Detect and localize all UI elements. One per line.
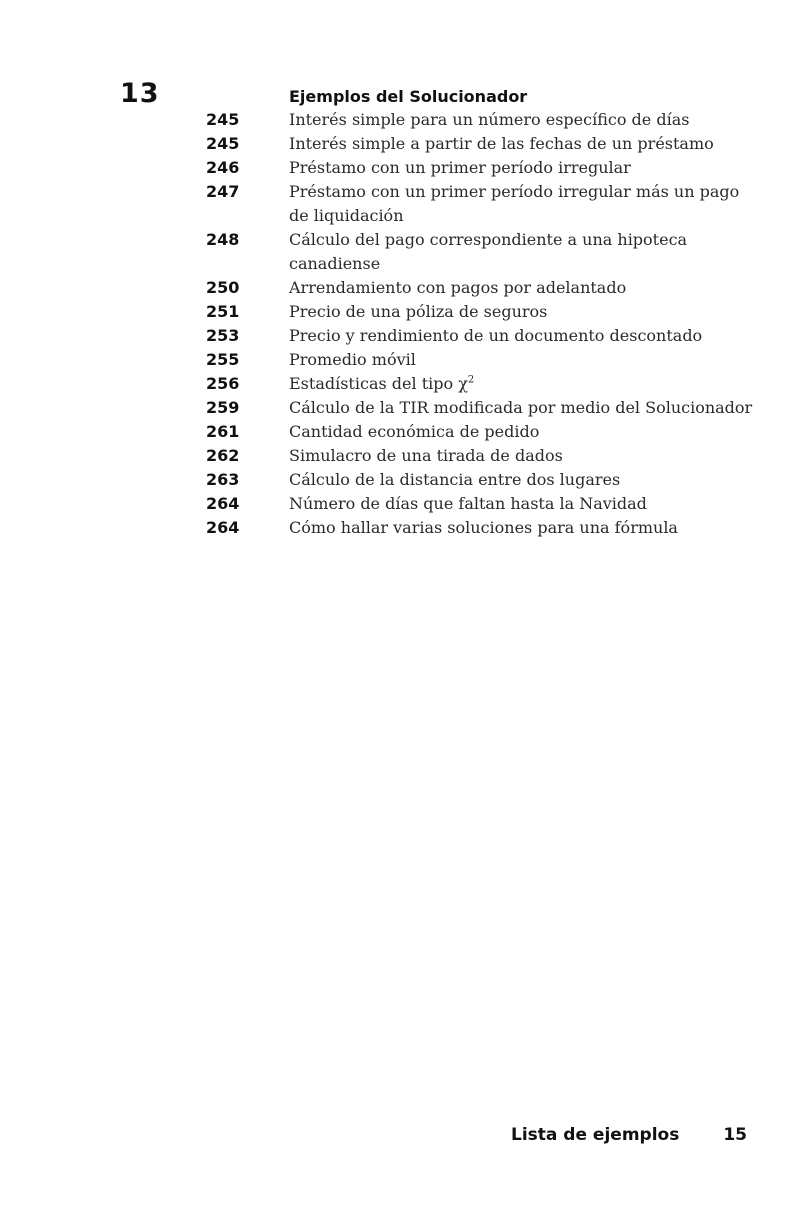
page-number: 15 — [723, 1125, 747, 1145]
superscript: 2 — [467, 374, 475, 386]
entry-page-number: 263 — [206, 470, 240, 489]
entry-title: Estadísticas del tipo χ — [289, 374, 468, 393]
entry-page-number: 256 — [206, 374, 240, 393]
entry-page-number: 264 — [206, 518, 240, 537]
list-item — [200, 180, 760, 228]
entry-title: Precio y rendimiento de un documento descontado — [289, 326, 703, 345]
list-item — [200, 108, 760, 132]
list-item — [200, 420, 760, 444]
entry-page-number: 253 — [206, 326, 240, 345]
entry-title: Préstamo con un primer período irregular más un pago de liquidación — [289, 182, 740, 225]
entry-page-number: 251 — [206, 302, 240, 321]
entry-page-number: 264 — [206, 494, 240, 513]
entry-page-number: 247 — [206, 182, 240, 201]
entry-page-number: 255 — [206, 350, 240, 369]
entry-title: Cómo hallar varias soluciones para una fórmula — [289, 518, 678, 537]
entry-title: Cantidad económica de pedido — [289, 422, 540, 441]
entry-title: Cálculo de la distancia entre dos lugares — [289, 470, 621, 489]
list-item — [200, 372, 760, 396]
list-item — [200, 444, 760, 468]
entry-title: Número de días que faltan hasta la Navidad — [289, 494, 647, 513]
entry-page-number: 248 — [206, 230, 240, 249]
page-footer — [511, 1125, 747, 1145]
entry-title: Interés simple para un número específico de días — [289, 110, 690, 129]
section-title: Ejemplos del Solucionador — [289, 87, 528, 106]
entry-title: Precio de una póliza de seguros — [289, 302, 548, 321]
entry-page-number: 245 — [206, 134, 240, 153]
entry-page-number: 246 — [206, 158, 240, 177]
entry-page-number: 245 — [206, 110, 240, 129]
entry-page-number: 250 — [206, 278, 240, 297]
list-item — [200, 276, 760, 300]
chapter-number: 13 — [120, 78, 160, 109]
entry-title: Simulacro de una tirada de dados — [289, 446, 563, 465]
entry-title: Promedio móvil — [289, 350, 416, 369]
list-item — [200, 492, 760, 516]
example-list — [200, 108, 760, 540]
entry-page-number: 262 — [206, 446, 240, 465]
list-item — [200, 468, 760, 492]
entry-title: Préstamo con un primer período irregular — [289, 158, 631, 177]
list-item — [200, 300, 760, 324]
list-item — [200, 156, 760, 180]
list-item — [200, 132, 760, 156]
entry-page-number: 259 — [206, 398, 240, 417]
entry-title: Cálculo del pago correspondiente a una hipoteca canadiense — [289, 230, 688, 273]
list-item — [200, 324, 760, 348]
list-item — [200, 228, 760, 276]
entry-title: Arrendamiento con pagos por adelantado — [289, 278, 627, 297]
entry-page-number: 261 — [206, 422, 240, 441]
list-item — [200, 516, 760, 540]
entry-title: Cálculo de la TIR modificada por medio del Solucionador — [289, 398, 753, 417]
entry-title: Interés simple a partir de las fechas de un préstamo — [289, 134, 714, 153]
running-title: Lista de ejemplos — [511, 1125, 680, 1145]
list-item — [200, 348, 760, 372]
list-item — [200, 396, 760, 420]
entry-title-container — [289, 372, 760, 396]
